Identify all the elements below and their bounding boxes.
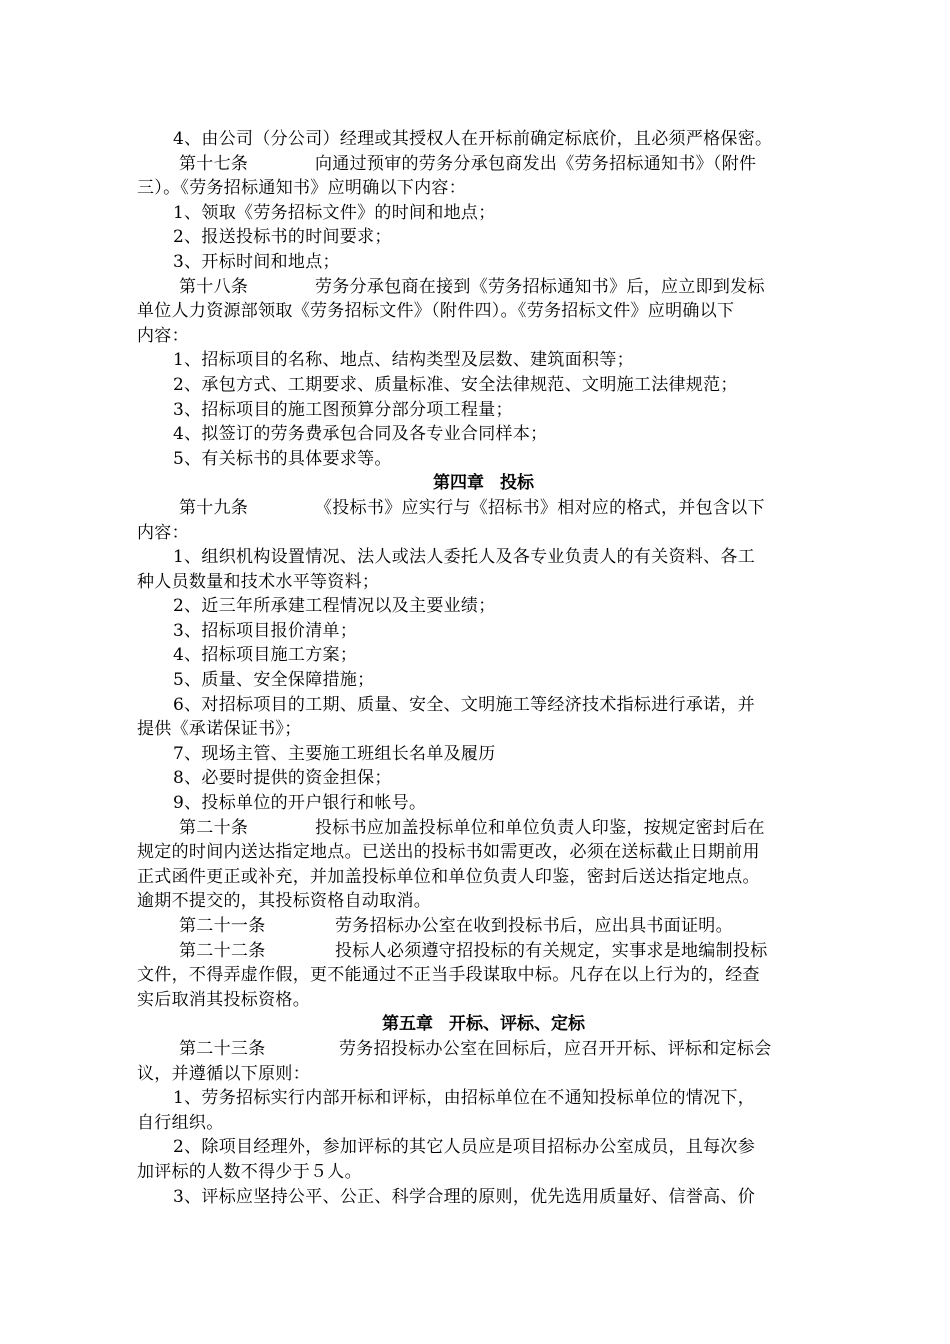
document-body [137,127,830,1209]
article-18-line [137,275,830,300]
chapter-title: 投标 [500,473,534,494]
paragraph-line: 实后取消其投标资格。 [137,989,310,1010]
list-item: 4、拟签订的劳务费承包合同及各专业合同样本； [173,424,548,445]
list-item: 3、招标项目报价清单； [173,620,358,641]
list-item: 3、招标项目的施工图预算分部分项工程量； [173,399,513,420]
list-item: 9、投标单位的开户银行和帐号。 [173,793,427,814]
article-number: 第二十三条 [179,1038,266,1059]
article-number: 第十八条 [179,276,249,297]
article-text: 劳务招投标办公室在回标后，应召开开标、评标和定标会 [339,1038,772,1059]
chapter-number: 第五章 [382,1014,433,1035]
list-item: 1、劳务招标实行内部开标和评标，由招标单位在不通知投标单位的情况下， [173,1088,756,1109]
list-item: 1、招标项目的名称、地点、结构类型及层数、建筑面积等； [173,350,634,371]
paragraph-line: 内容： [137,325,189,346]
list-item: 2、承包方式、工期要求、质量标准、安全法律规范、文明施工法律规范； [173,374,738,395]
article-text: 劳务招标办公室在收到投标书后，应出具书面证明。 [335,916,733,936]
list-item: 3、评标应坚持公平、公正、科学合理的原则，优先选用质量好、信誉高、价 [173,1186,756,1207]
list-item: 3、开标时间和地点； [173,251,340,272]
chapter-number: 第四章 [433,473,484,494]
paragraph-line: 4、由公司（分公司）经理或其授权人在开标前确定标底价，且必须严格保密。 [173,129,773,149]
chapter-title: 开标、评标、定标 [449,1014,585,1035]
article-number: 第二十条 [179,817,249,838]
paragraph-line: 内容： [137,522,189,543]
article-number: 第十七条 [179,153,249,174]
list-item: 1、组织机构设置情况、法人或法人委托人及各专业负责人的有关资料、各工 [173,547,756,568]
article-text: 劳务分承包商在接到《劳务招标通知书》后，应立即到发标 [315,276,765,297]
list-item: 4、招标项目施工方案； [173,645,358,666]
list-item: 7、现场主管、主要施工班组长名单及履历 [173,743,496,764]
article-number: 第二十一条 [179,916,266,936]
paragraph-line: 正式函件更正或补充，并加盖投标单位和单位负责人印鉴，密封后送达指定地点。 [137,866,760,887]
list-item: 2、报送投标书的时间要求； [173,227,392,248]
list-item: 2、近三年所承建工程情况以及主要业绩； [173,596,496,617]
article-text: 《投标书》应实行与《招标书》相对应的格式，并包含以下 [315,497,765,518]
list-item: 8、必要时提供的资金担保； [173,768,392,789]
list-item: 5、有关标书的具体要求等。 [173,448,392,469]
paragraph-line: 逾期不提交的，其投标资格自动取消。 [137,891,432,912]
chapter-5-heading [137,1012,830,1037]
list-item: 2、除项目经理外，参加评标的其它人员应是项目招标办公室成员，且每次参 [173,1137,756,1158]
chapter-4-heading [137,471,830,496]
article-number: 第二十二条 [179,940,266,961]
list-item: 6、对招标项目的工期、质量、安全、文明施工等经济技术指标进行承诺，并 [173,694,756,715]
article-text: 投标书应加盖投标单位和单位负责人印鉴，按规定密封后在 [315,817,765,838]
article-20-line [137,816,830,841]
list-item: 1、领取《劳务招标文件》的时间和地点； [173,202,496,223]
article-number: 第十九条 [179,497,249,518]
paragraph-line: 种人员数量和技术水平等资料； [137,571,380,592]
paragraph-line: 文件，不得弄虚作假，更不能通过不正当手段谋取中标。凡存在以上行为的，经查 [137,965,760,986]
article-23-line [137,1037,830,1062]
paragraph-line: 自行组织。 [137,1112,224,1133]
paragraph-line: 单位人力资源部领取《劳务招标文件》（附件四）。《劳务招标文件》应明确以下 [137,301,735,322]
paragraph-line: 加评标的人数不得少于５人。 [137,1161,362,1182]
list-item: 5、质量、安全保障措施； [173,670,375,691]
article-text: 向通过预审的劳务分承包商发出《劳务招标通知书》（附件 [315,153,757,174]
article-text: 投标人必须遵守招投标的有关规定，实事求是地编制投标 [335,940,768,961]
paragraph-line: 规定的时间内送达指定地点。已送出的投标书如需更改，必须在送标截止日期前用 [137,842,760,863]
article-22-line [137,939,830,964]
article-21-line [137,914,830,939]
article-19-line [137,496,830,521]
paragraph-line: 提供《承诺保证书》； [137,719,302,740]
paragraph-line: 三）。《劳务招标通知书》应明确以下内容： [137,178,466,199]
article-17-line [137,152,830,177]
paragraph-line: 议，并遵循以下原则： [137,1063,310,1084]
